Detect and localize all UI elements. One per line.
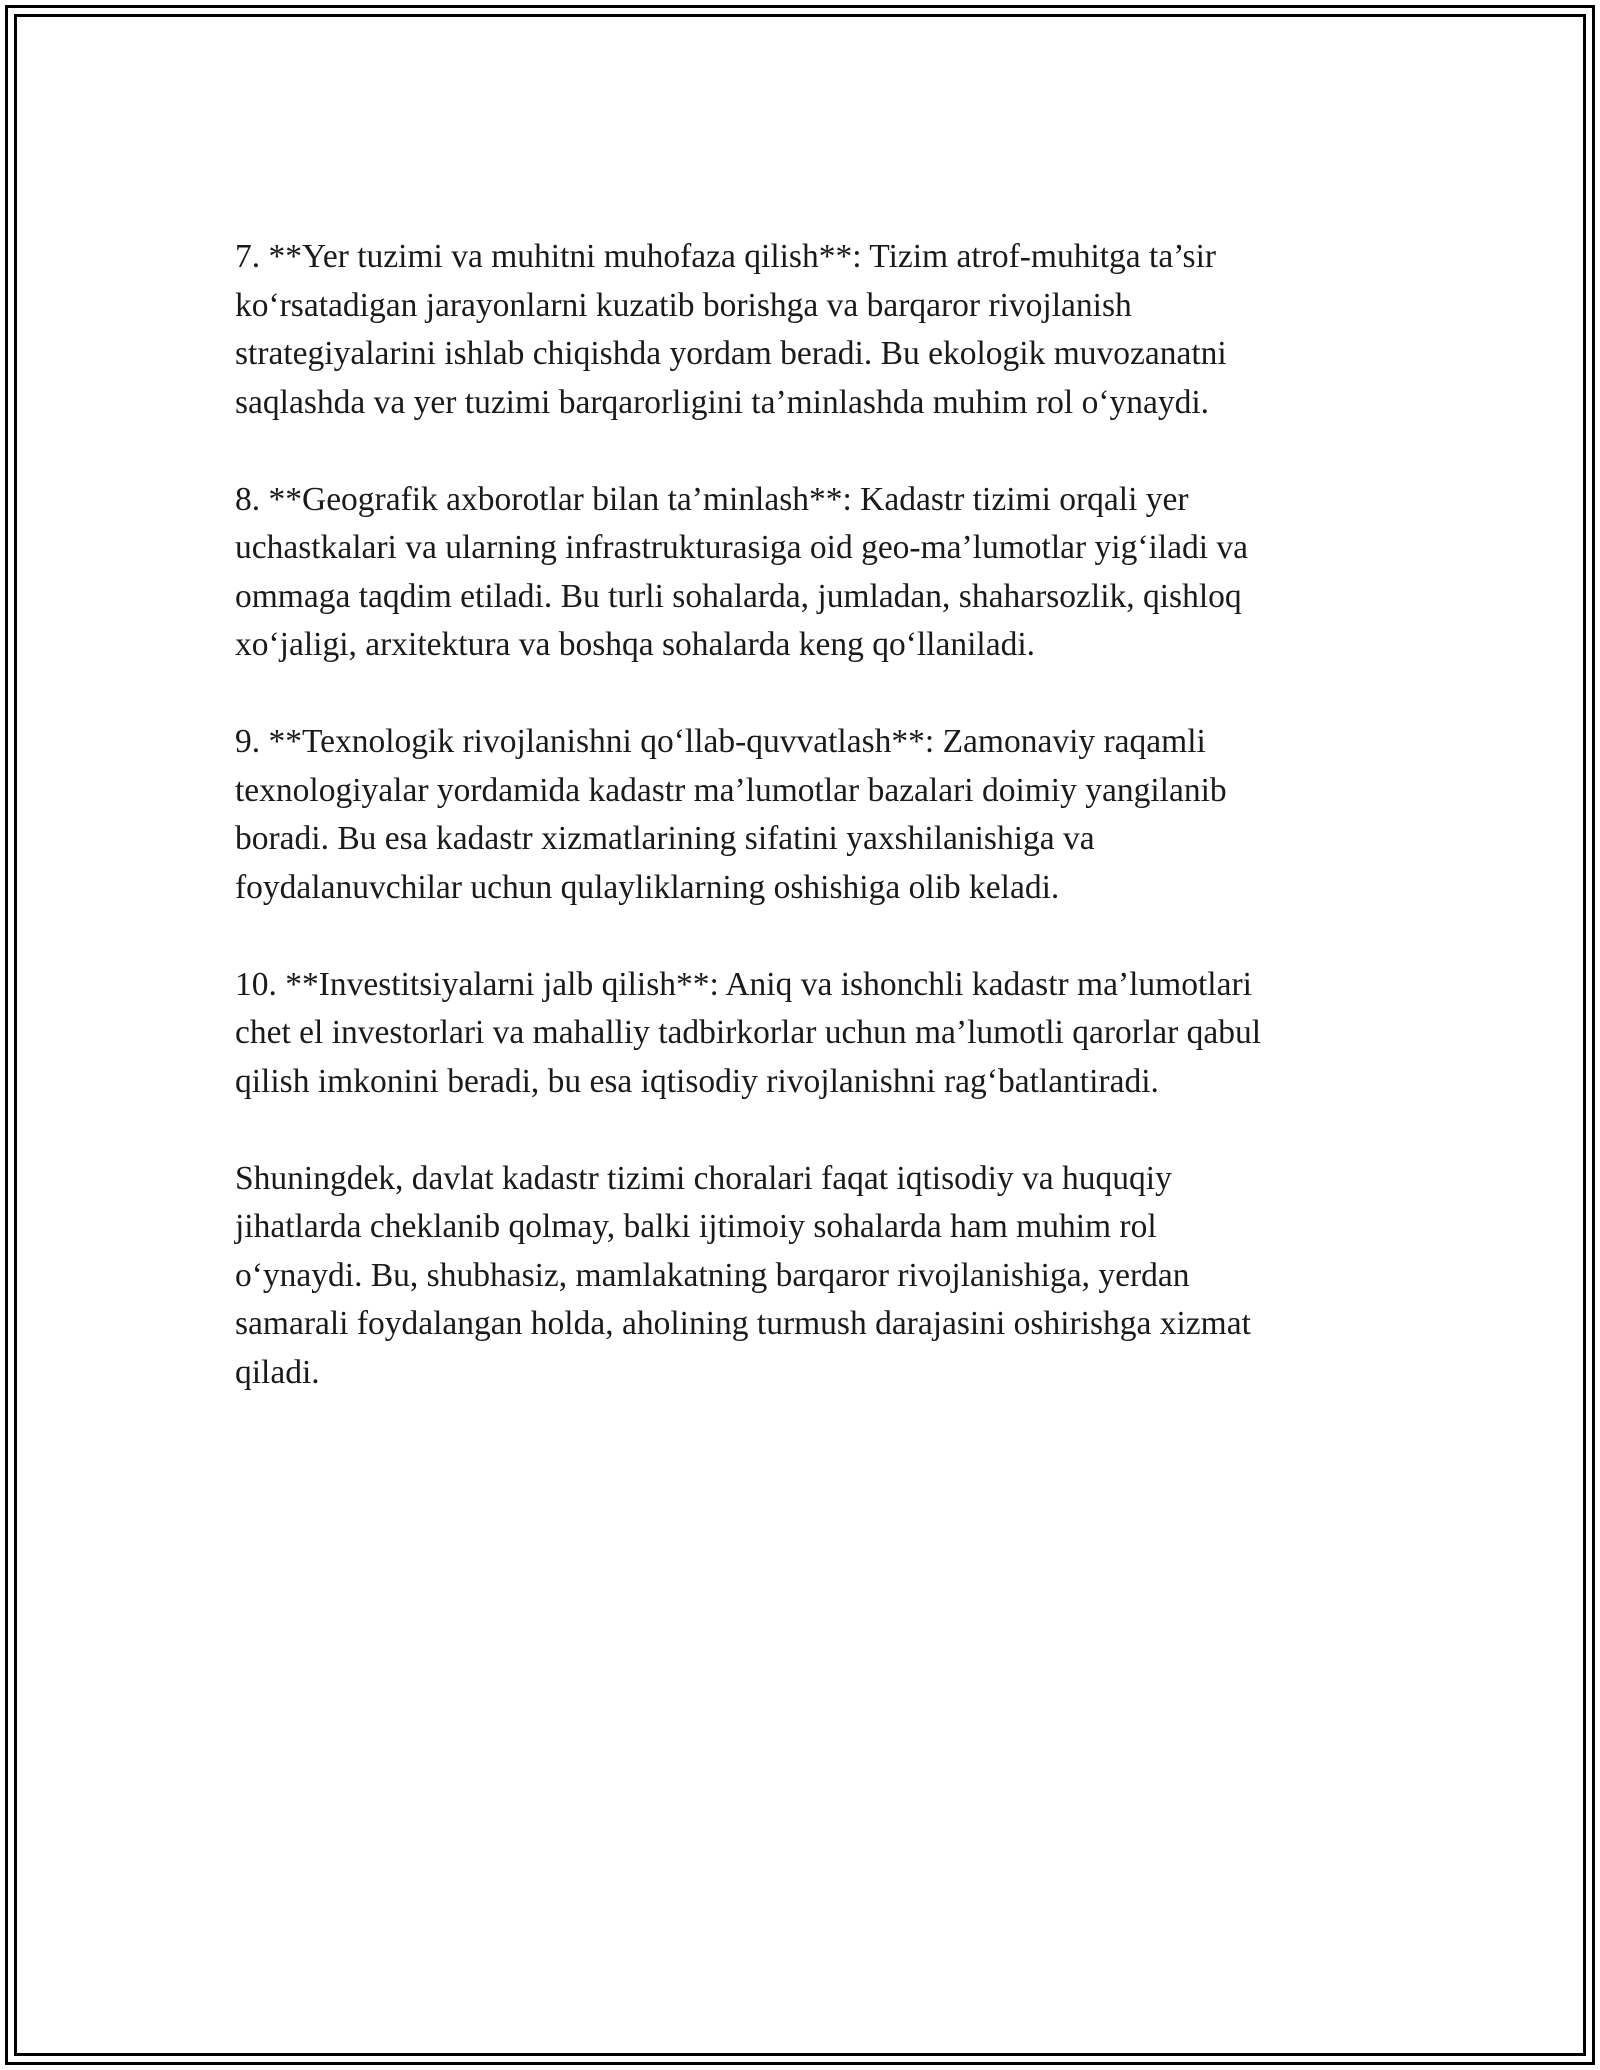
paragraph-item-9: 9. **Texnologik rivojlanishni qo‘llab-quvvatlash**: Zamonaviy raqamli texnologiyalar yordamida kadastr ma’lumotlar bazalari doimiy yangilanib boradi. Bu esa kadastr xizmatlarining sifatini yaxshilanishiga va foydalanuvchilar uchun qulayliklarning oshishiga olib keladi. [235,723,1227,906]
document-body [235,233,1375,1446]
paragraph-item-10: 10. **Investitsiyalarni jalb qilish**: Aniq va ishonchli kadastr ma’lumotlari chet el investorlari va mahalliy tadbirkorlar uchun ma’lumotli qarorlar qabul qilish imkonini beradi, bu esa iqtisodiy rivojlanishni rag‘batlantiradi. [235,965,1262,1100]
paragraph-item-8: 8. **Geografik axborotlar bilan ta’minlash**: Kadastr tizimi orqali yer uchastkalari va ularning infrastrukturasiga oid geo-ma’lumotlar yig‘iladi va ommaga taqdim etiladi. Bu turli sohalarda, jumladan, shaharsozlik, qishloq xo‘jaligi, arxitektura va boshqa sohalarda keng qo‘llaniladi. [235,480,1249,663]
paragraph-item-7: 7. **Yer tuzimi va muhitni muhofaza qilish**: Tizim atrof-muhitga ta’sir ko‘rsatadigan jarayonlarni kuzatib borishga va barqaror rivojlanish strategiyalarini ishlab chiqishda yordam beradi. Bu ekologik muvozanatni saqlashda va yer tuzimi barqarorligini ta’minlashda muhim rol o‘ynaydi. [235,238,1227,421]
paragraph-conclusion: Shuningdek, davlat kadastr tizimi choralari faqat iqtisodiy va huquqiy jihatlarda cheklanib qolmay, balki ijtimoiy sohalarda ham muhim rol o‘ynaydi. Bu, shubhasiz, mamlakatning barqaror rivojlanishiga, yerdan samarali foydalangan holda, aholining turmush darajasini oshirishga xizmat qiladi. [235,1159,1251,1391]
